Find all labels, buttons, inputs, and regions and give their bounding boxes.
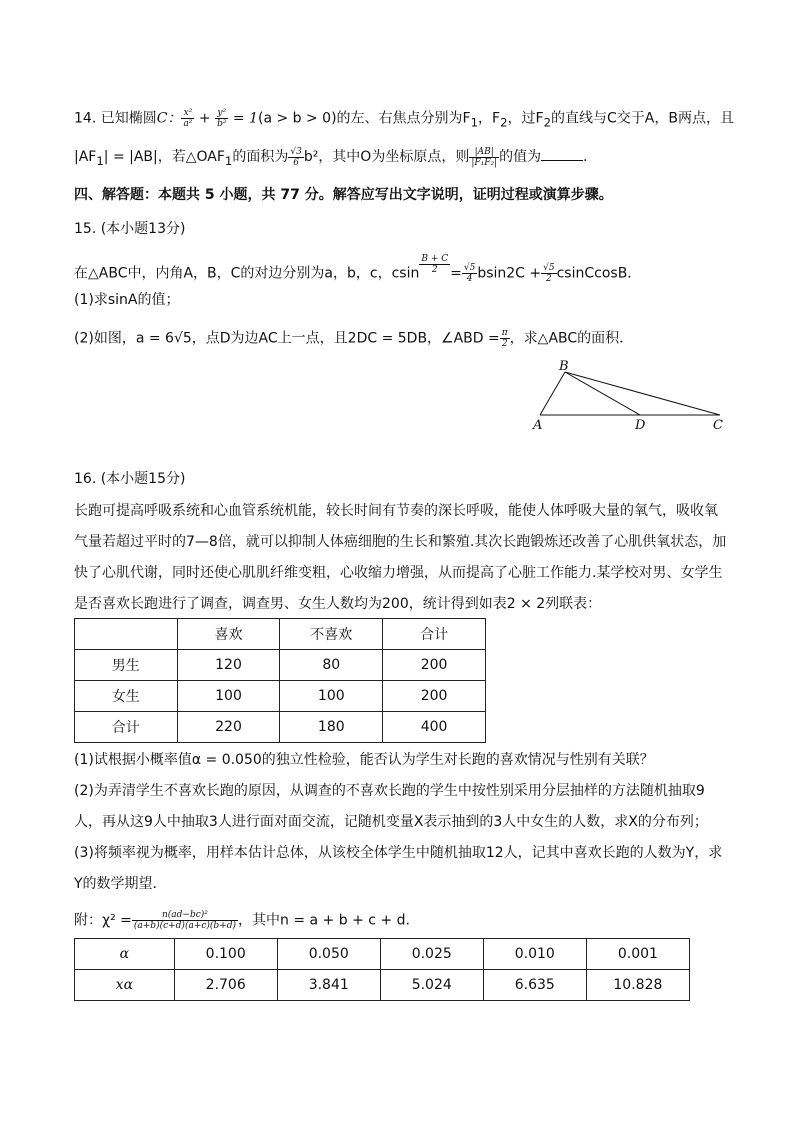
- q14-text: 的值为: [499, 149, 542, 165]
- q16-para-4: 是否喜欢长跑进行了调查，调查男、女生人数均为200，统计得到如表2 × 2列联表：: [74, 596, 602, 612]
- table-cell: 2.706: [174, 970, 277, 1001]
- pi-over-2: $\frac{\pi}{2}$: [501, 328, 508, 349]
- table-row: [75, 939, 690, 970]
- q16-para-2: 气量若超过平时的7—8倍，就可以抑制人体癌细胞的生长和繁殖.其次长跑锻炼还改善了心肌供氧状态，加: [74, 534, 727, 550]
- sqrt5-over-2: $\frac{√5}{2}$: [543, 263, 555, 285]
- q15-text: =: [450, 265, 462, 282]
- table-cell: 400: [383, 712, 486, 743]
- q16-header: 16. (本小题15分): [74, 471, 186, 487]
- q15-header: 15. (本小题13分): [74, 221, 186, 237]
- q15-text: (2)如图，a = 6√5，点D为边AC上一点，且2DC = 5DB，∠ABD =: [74, 330, 500, 347]
- q14-text: ，F: [478, 110, 501, 127]
- q14-text: 的面积为: [232, 149, 289, 165]
- table-cell: 女生: [75, 681, 178, 712]
- triangle-figure: [530, 360, 730, 432]
- table-row: [75, 681, 486, 712]
- label-c: C: [713, 418, 723, 432]
- table-cell: 合计: [75, 712, 178, 743]
- q15-part2: [74, 328, 633, 349]
- q16-appendix: [74, 910, 419, 931]
- q14-text: |AF: [74, 149, 97, 165]
- table-cell: 3.841: [277, 970, 380, 1001]
- ellipse-y-fraction: $\frac{\text{y²}}{\text{b²}}$: [217, 108, 227, 129]
- table-cell: 喜欢: [177, 619, 280, 650]
- answer-blank: [541, 146, 583, 161]
- table-cell: 200: [383, 681, 486, 712]
- table-cell: 0.001: [586, 939, 689, 970]
- table-cell: 80: [280, 650, 383, 681]
- sqrt5-over-4: $\frac{√5}{4}$: [463, 263, 476, 285]
- contingency-table: [74, 618, 486, 743]
- table-cell: 220: [177, 712, 280, 743]
- q14-text: | = |AB|，若△OAF: [103, 149, 225, 165]
- q16-part2-line1: (2)为弄清学生不喜欢长跑的原因，从调查的不喜欢长跑的学生中按性别采用分层抽样的方法随机抽取9: [74, 783, 705, 799]
- q15-text: csinCcosB．: [556, 265, 642, 282]
- table-cell: 5.024: [380, 970, 483, 1001]
- table-cell: 100: [177, 681, 280, 712]
- table-cell: 120: [177, 650, 280, 681]
- q14-text: ，过F: [507, 110, 544, 127]
- q14-line1: 14. 已知椭圆C： $\frac{\text{x²}}{\text{a²}}$ + $\frac{\text{y²}}{\text{b²}}$ = 1(a > b > 0)的左、右焦点分别为$F_1$，$F_2$，过$F_2$的直线与C交于A，B两点，且: [74, 108, 734, 130]
- table-cell: 男生: [75, 650, 178, 681]
- table-row: [75, 650, 486, 681]
- q15-text: 在△ABC中，内角A，B，C的对边分别为a，b，c，csin: [74, 265, 420, 282]
- table-cell: 10.828: [586, 970, 689, 1001]
- q15-part1: (1)求sinA的值；: [74, 292, 180, 308]
- q14-text: ．: [583, 149, 598, 165]
- table-cell: xα: [75, 970, 175, 1001]
- formula-denominator: (a+b)(c+d)(a+c)(b+d): [133, 921, 237, 931]
- area-fraction: $\frac{√3}{6}$: [290, 146, 302, 168]
- ellipse-x-fraction: $\frac{\text{x²}}{\text{a²}}$: [183, 108, 193, 129]
- appendix-text: 附：χ² =: [74, 912, 132, 929]
- label-b: B: [559, 360, 569, 374]
- q15-text: bsin2C +: [477, 265, 542, 282]
- chi-square-formula: [132, 910, 238, 931]
- table-cell: 合计: [383, 619, 486, 650]
- table-row: [75, 970, 690, 1001]
- table-cell: 0.100: [174, 939, 277, 970]
- table-cell: α: [75, 939, 175, 970]
- q14-curve-label: C：: [156, 110, 182, 127]
- section-heading: 四、解答题：本题共 5 小题，共 77 分。解答应写出文字说明，证明过程或演算步骤。: [74, 187, 613, 203]
- side-ab: [540, 372, 565, 415]
- q15-text: ，求△ABC的面积．: [509, 330, 634, 347]
- q16-part2-line2: 人，再从这9人中抽取3人进行面对面交流，记随机变量X表示抽到的3人中女生的人数，求X的分布列；: [74, 814, 708, 830]
- formula-numerator: n(ad−bc)²: [132, 910, 238, 921]
- table-cell: 180: [280, 712, 383, 743]
- table-header-row: [75, 619, 486, 650]
- q15-stem: [74, 254, 641, 284]
- table-cell: 100: [280, 681, 383, 712]
- table-cell: 6.635: [483, 970, 586, 1001]
- q16-para-1: 长跑可提高呼吸系统和心血管系统机能，较长时间有节奏的深长呼吸，能使人体呼吸大量的氧气，吸收氧: [74, 503, 718, 519]
- q14-text: b²，其中O为坐标原点，则: [303, 149, 470, 165]
- side-bc: [565, 372, 720, 415]
- q16-part3-line2: Y的数学期望．: [74, 876, 167, 892]
- table-cell: 不喜欢: [280, 619, 383, 650]
- table-cell: 200: [383, 650, 486, 681]
- segment-bd: [565, 372, 640, 415]
- q14-text: (a > b > 0)的左、右焦点分别为F: [257, 110, 471, 127]
- appendix-text: ，其中n = a + b + c + d．: [238, 912, 420, 929]
- label-d: D: [635, 418, 646, 432]
- q14-text: 的直线与C交于A，B两点，且: [551, 110, 734, 127]
- q16-para-3: 快了心肌代谢，同时还使心肌肌纤维变粗，心收缩力增强，从而提高了心脏工作能力.某学校对男、女学生: [74, 565, 723, 581]
- q16-part3-line1: (3)将频率视为概率，用样本估计总体，从该校全体学生中随机抽取12人，记其中喜欢长跑的人数为Y，求: [74, 845, 723, 861]
- half-angle-fraction: B + C 2: [421, 254, 449, 275]
- ratio-fraction: $\frac{|AB|}{\text{|F₁F₂|}}$: [471, 146, 498, 168]
- q16-part1: (1)试根据小概率值α = 0.050的独立性检验，能否认为学生对长跑的喜欢情况与性别有关联？: [74, 752, 654, 768]
- table-cell: [75, 619, 178, 650]
- table-cell: 0.050: [277, 939, 380, 970]
- table-cell: 0.025: [380, 939, 483, 970]
- q14-text: 14. 已知椭圆: [74, 110, 157, 127]
- label-a: A: [533, 418, 543, 432]
- q14-line2: $|AF_1| = |AB|$，若$\triangle OAF_1$的面积为 $\frac{√3}{6}$ b²，其中O为坐标原点，则 $\frac{|AB|}{\text{|F₁F₂|}}$ 的值为 ．: [74, 146, 598, 168]
- critical-value-table: [74, 938, 690, 1001]
- table-row: [75, 712, 486, 743]
- table-cell: 0.010: [483, 939, 586, 970]
